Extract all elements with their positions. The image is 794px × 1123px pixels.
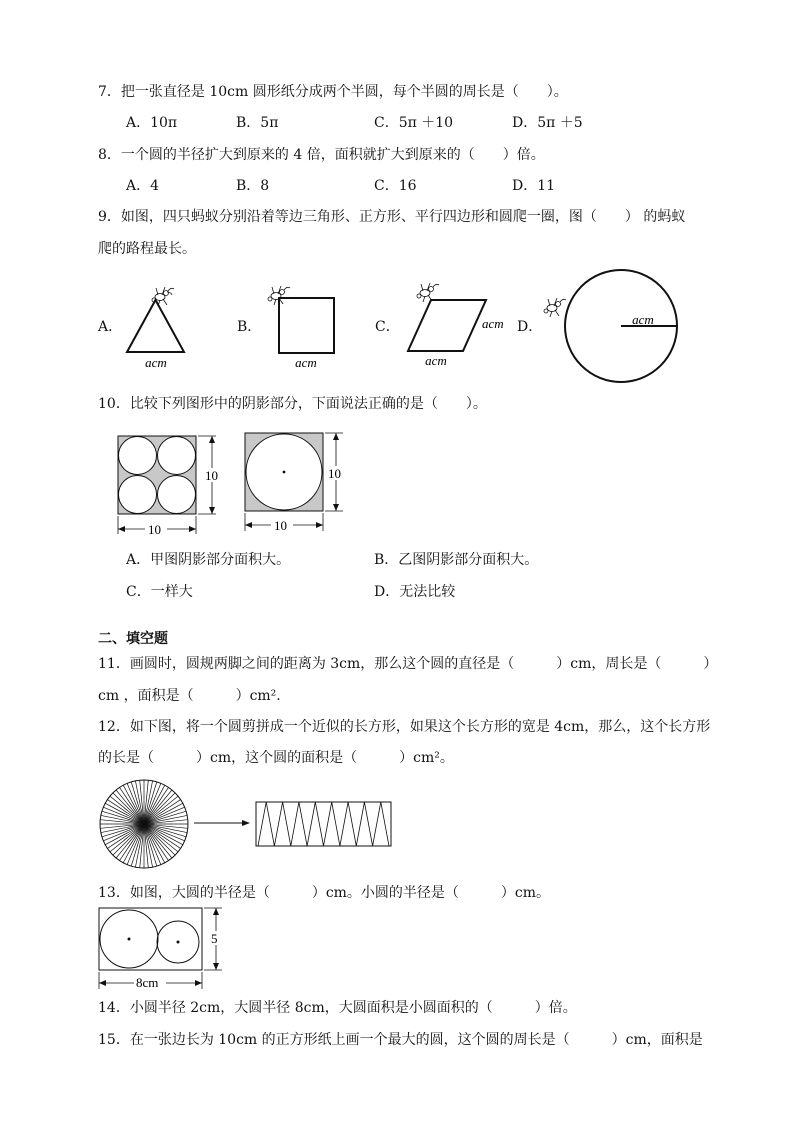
q8-option-d: D．11 [512, 178, 556, 194]
q10-text: 10．比较下列图形中的阴影部分，下面说法正确的是（ ）。 [98, 396, 487, 412]
square-side-label: acm [295, 355, 317, 370]
q9-label-a: A． [98, 319, 123, 335]
q8-option-b: B．8 [236, 178, 270, 194]
q8-option-a: A．4 [126, 178, 160, 194]
height-label: 5 [211, 931, 218, 946]
ant-icon [544, 298, 566, 317]
square-figure [262, 283, 352, 371]
parallelogram-figure [398, 280, 518, 372]
section-title-fill-blank: 二、填空题 [98, 631, 168, 647]
parallelogram-shape [408, 300, 486, 351]
four-circles-width-label: 10 [148, 522, 161, 537]
ant-icon [152, 287, 174, 306]
square-shape [279, 298, 334, 353]
q9-text-line1: 9．如图，四只蚂蚁分别沿着等边三角形、正方形、平行四边形和圆爬一圈，图（ ） 的蚂蚁 [98, 209, 686, 225]
q9-text-line2: 爬的路程最长。 [98, 241, 196, 257]
one-circle-width-label: 10 [274, 518, 287, 533]
circle-figure [535, 268, 685, 386]
q10-option-a: A．甲图阴影部分面积大。 [126, 552, 291, 568]
parallelogram-side-label-right: acm [482, 316, 504, 331]
one-circle-height-label: 10 [328, 466, 341, 481]
q12-text-line1: 12．如下图，将一个圆剪拼成一个近似的长方形，如果这个长方形的宽是 4cm，那么，这个长方形 [98, 719, 711, 735]
q11-text-line1: 11．画圆时，圆规两脚之间的距离为 3cm，那么这个圆的直径是（ ）cm，周长是（ ） [98, 656, 718, 672]
width-label: 8cm [136, 975, 159, 990]
q10-option-c: C．一样大 [126, 584, 193, 600]
triangle-side-label: acm [145, 355, 167, 370]
q7-option-a: A．10π [126, 115, 178, 131]
small-circle-center-dot [177, 941, 180, 944]
equilateral-triangle [127, 300, 184, 352]
two-circles-figure [96, 905, 226, 995]
q7-text: 7．把一张直径是 10cm 圆形纸分成两个半圆，每个半圆的周长是（ ）。 [98, 84, 568, 100]
triangle-figure [120, 285, 200, 370]
sector-circle [100, 780, 188, 868]
approximate-rectangle [256, 802, 391, 846]
arrow-head-icon [242, 820, 250, 826]
four-circles-height-label: 10 [205, 468, 218, 483]
q11-text-line2: cm ，面积是（ ）cm². [98, 688, 281, 704]
figure-one-circle [240, 430, 350, 538]
q14-text: 14．小圆半径 2cm，大圆半径 8cm，大圆面积是小圆面积的（ ）倍。 [98, 1000, 577, 1016]
parallelogram-side-label-bottom: acm [425, 353, 447, 368]
q7-option-d: D．5π ＋5 [512, 115, 583, 131]
circle-center-dot [283, 471, 286, 474]
q9-label-d: D． [517, 319, 543, 335]
q7-option-c: C．5π ＋10 [374, 115, 454, 131]
q12-text-line2: 的长是（ ）cm，这个圆的面积是（ ）cm²。 [98, 750, 454, 766]
q10-option-d: D．无法比较 [374, 584, 456, 600]
q9-label-b: B． [237, 319, 262, 335]
figure-four-circles [112, 430, 222, 538]
q10-option-b: B．乙图阴影部分面积大。 [374, 552, 539, 568]
q15-text: 15．在一张边长为 10cm 的正方形纸上画一个最大的圆，这个圆的周长是（ ）cm，面积是 [98, 1032, 703, 1048]
q13-text: 13．如图，大圆的半径是（ ）cm。小圆的半径是（ ）cm。 [98, 885, 551, 901]
q8-text: 8．一个圆的半径扩大到原来的 4 倍，面积就扩大到原来的（ ）倍。 [98, 147, 545, 163]
circle-radius-label: acm [632, 312, 654, 327]
q7-option-b: B．5π [236, 115, 279, 131]
large-circle-center-dot [128, 938, 131, 941]
q9-label-c: C． [375, 319, 400, 335]
q8-option-c: C．16 [374, 178, 417, 194]
circle-to-rectangle-figure [98, 778, 398, 873]
